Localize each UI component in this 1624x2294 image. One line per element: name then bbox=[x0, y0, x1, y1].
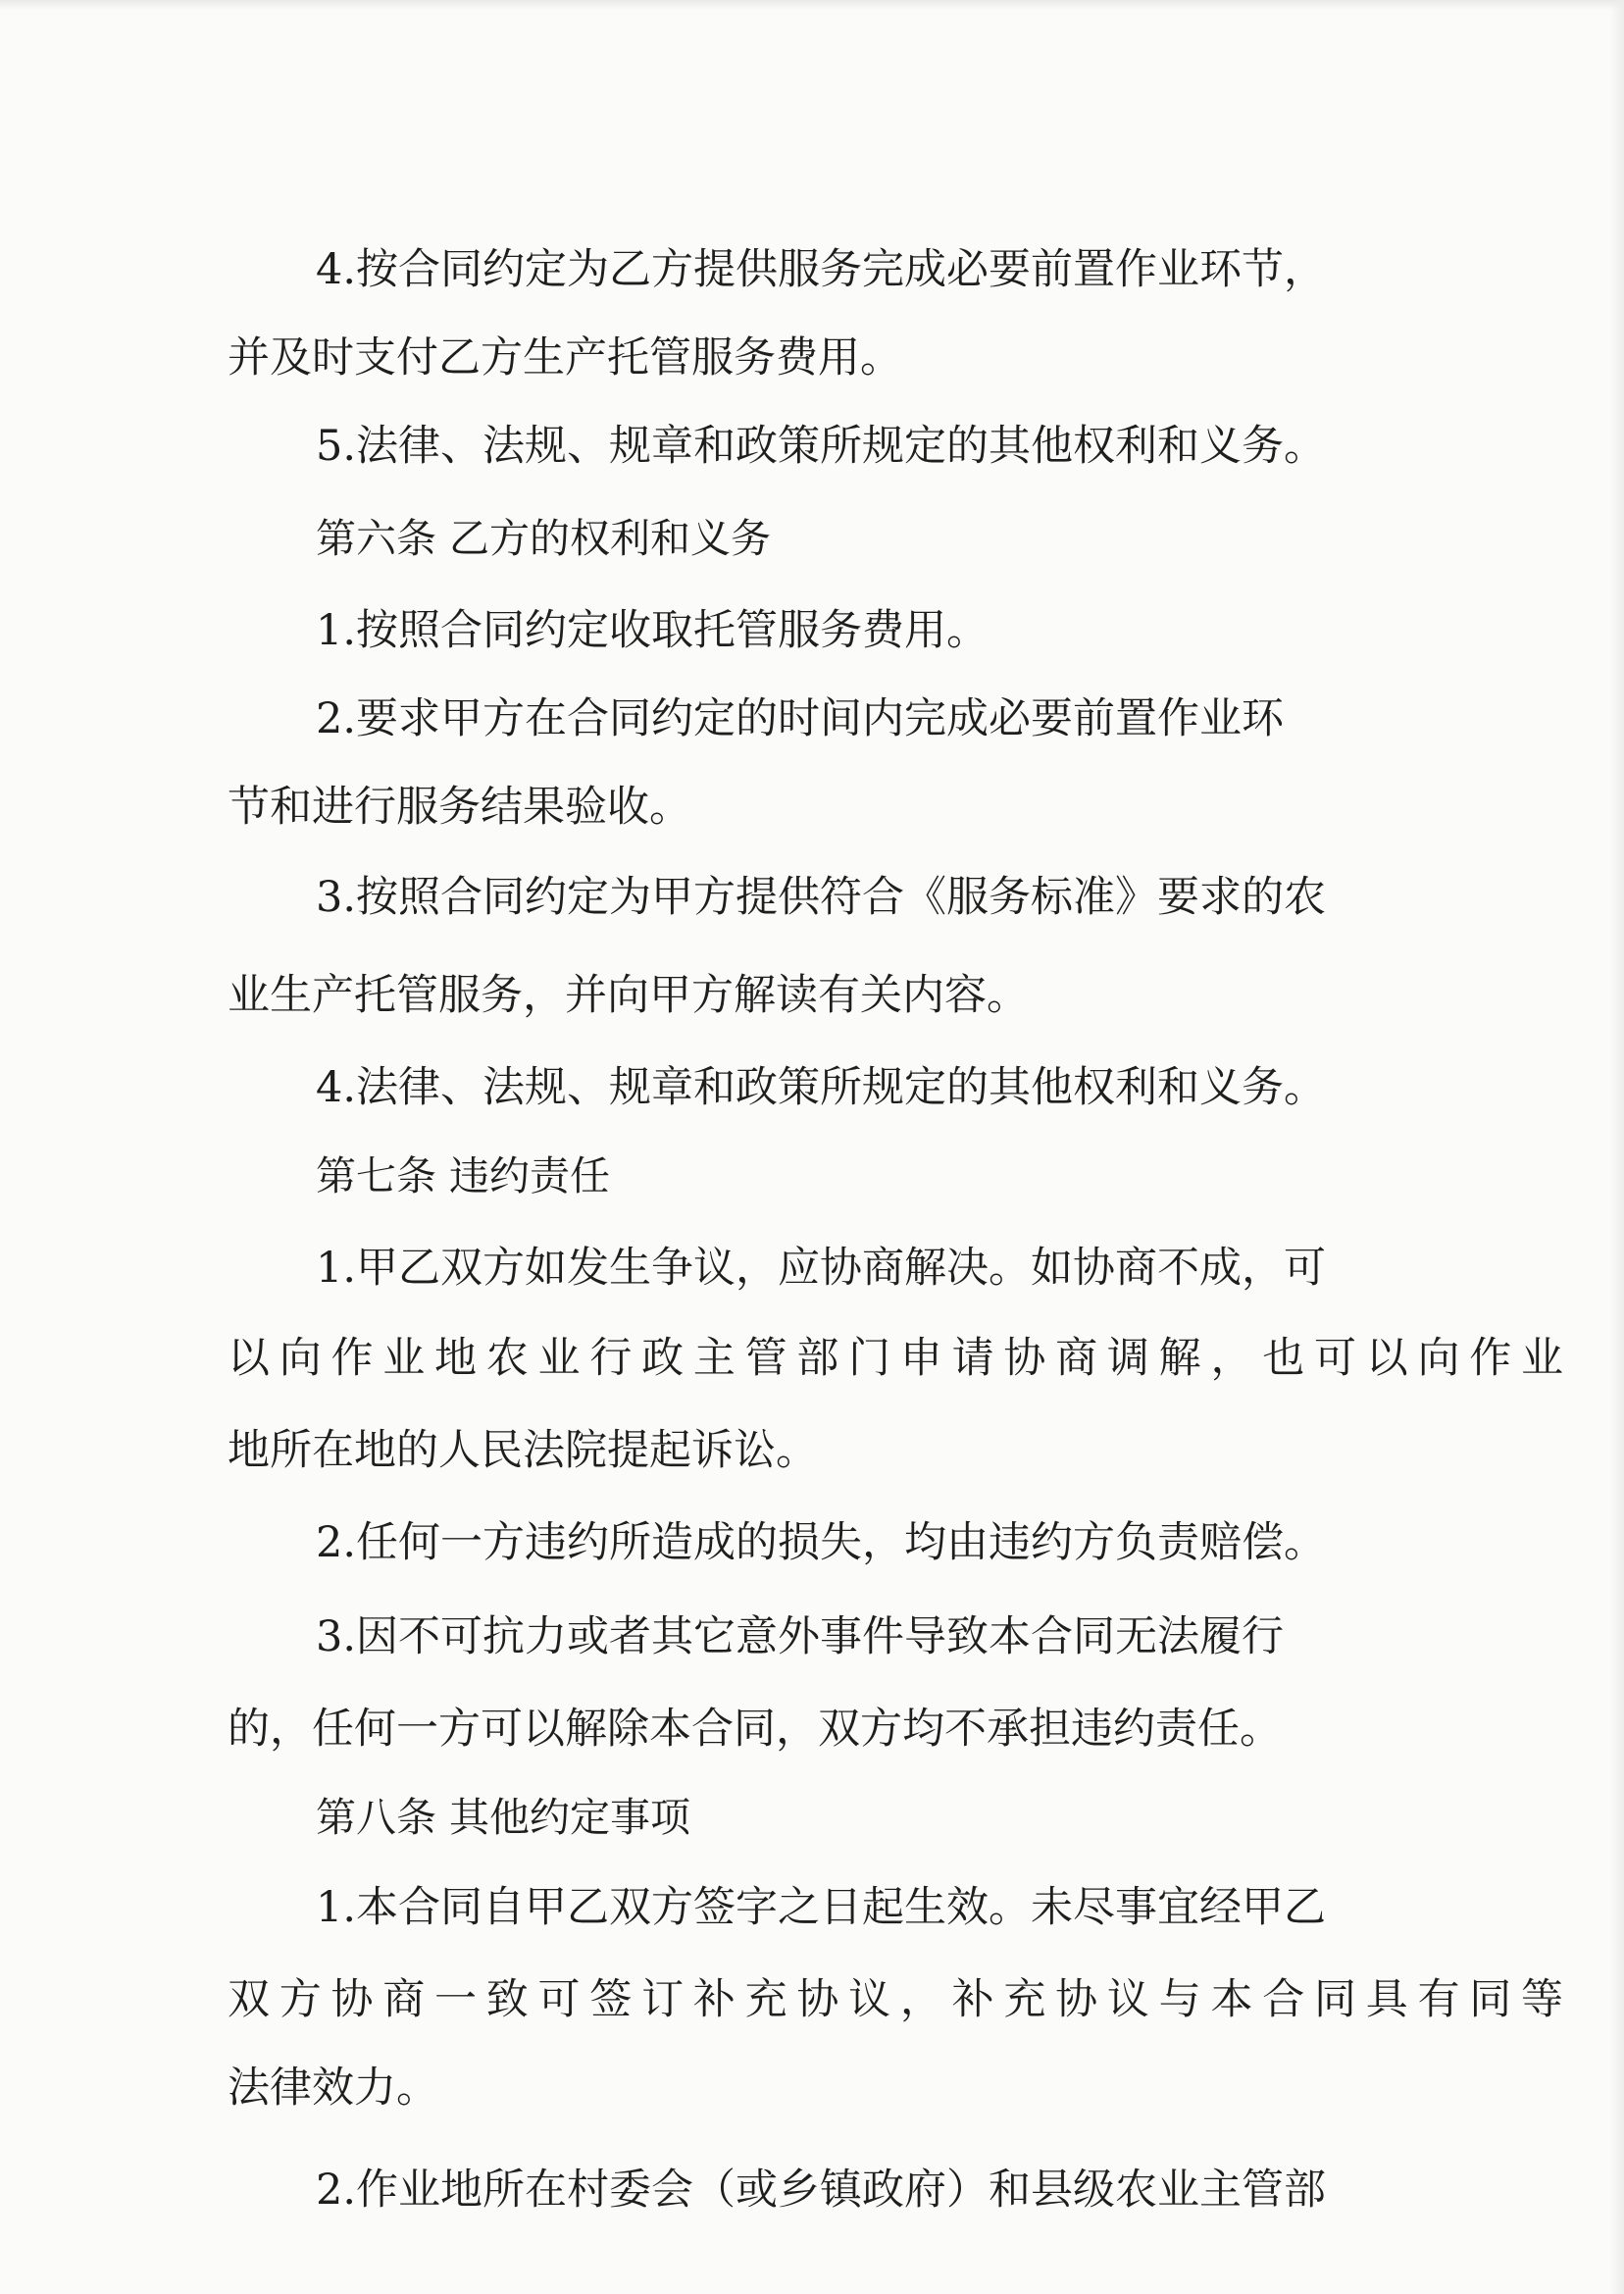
clause-6-item-3-line-2: 业生产托管服务，并向甲方解读有关内容。 bbox=[228, 971, 1029, 1020]
scan-shadow-top bbox=[0, 0, 1624, 10]
clause-7-item-1-line-3: 地所在地的人民法院提起诉讼。 bbox=[228, 1426, 818, 1475]
clause-5-item-4-line-1: 4.按合同约定为乙方提供服务完成必要前置作业环节， bbox=[316, 245, 1327, 294]
clause-6-item-4: 4.法律、法规、规章和政策所规定的其他权利和义务。 bbox=[316, 1063, 1327, 1112]
clause-5-item-5: 5.法律、法规、规章和政策所规定的其他权利和义务。 bbox=[316, 422, 1327, 471]
scan-shadow-right bbox=[1610, 0, 1624, 2294]
clause-6-heading: 第六条 乙方的权利和义务 bbox=[316, 515, 772, 562]
clause-7-item-2: 2.任何一方违约所造成的损失，均由违约方负责赔偿。 bbox=[316, 1518, 1327, 1567]
clause-8-item-1-line-1: 1.本合同自甲乙双方签字之日起生效。未尽事宜经甲乙 bbox=[316, 1883, 1327, 1932]
clause-8-heading: 第八条 其他约定事项 bbox=[316, 1794, 691, 1841]
clause-6-item-2-line-2: 节和进行服务结果验收。 bbox=[228, 783, 691, 832]
clause-6-item-3-line-1: 3.按照合同约定为甲方提供符合《服务标准》要求的农 bbox=[316, 873, 1327, 922]
clause-6-item-1: 1.按照合同约定收取托管服务费用。 bbox=[316, 606, 990, 655]
clause-5-item-4-line-2: 并及时支付乙方生产托管服务费用。 bbox=[228, 333, 902, 382]
clause-8-item-1-line-2: 双方协商一致可签订补充协议，补充协议与本合同具有同等 bbox=[228, 1975, 1563, 2024]
clause-7-heading: 第七条 违约责任 bbox=[316, 1152, 611, 1199]
clause-7-item-3-line-1: 3.因不可抗力或者其它意外事件导致本合同无法履行 bbox=[316, 1612, 1285, 1661]
clause-8-item-1-line-3: 法律效力。 bbox=[228, 2064, 438, 2113]
clause-7-item-3-line-2: 的，任何一方可以解除本合同，双方均不承担违约责任。 bbox=[228, 1705, 1282, 1754]
clause-6-item-2-line-1: 2.要求甲方在合同约定的时间内完成必要前置作业环 bbox=[316, 694, 1285, 743]
clause-8-item-2-line-1: 2.作业地所在村委会（或乡镇政府）和县级农业主管部 bbox=[316, 2166, 1327, 2215]
clause-7-item-1-line-2: 以向作业地农业行政主管部门申请协商调解，也可以向作业 bbox=[228, 1334, 1563, 1383]
clause-7-item-1-line-1: 1.甲乙双方如发生争议，应协商解决。如协商不成，可 bbox=[316, 1244, 1327, 1293]
